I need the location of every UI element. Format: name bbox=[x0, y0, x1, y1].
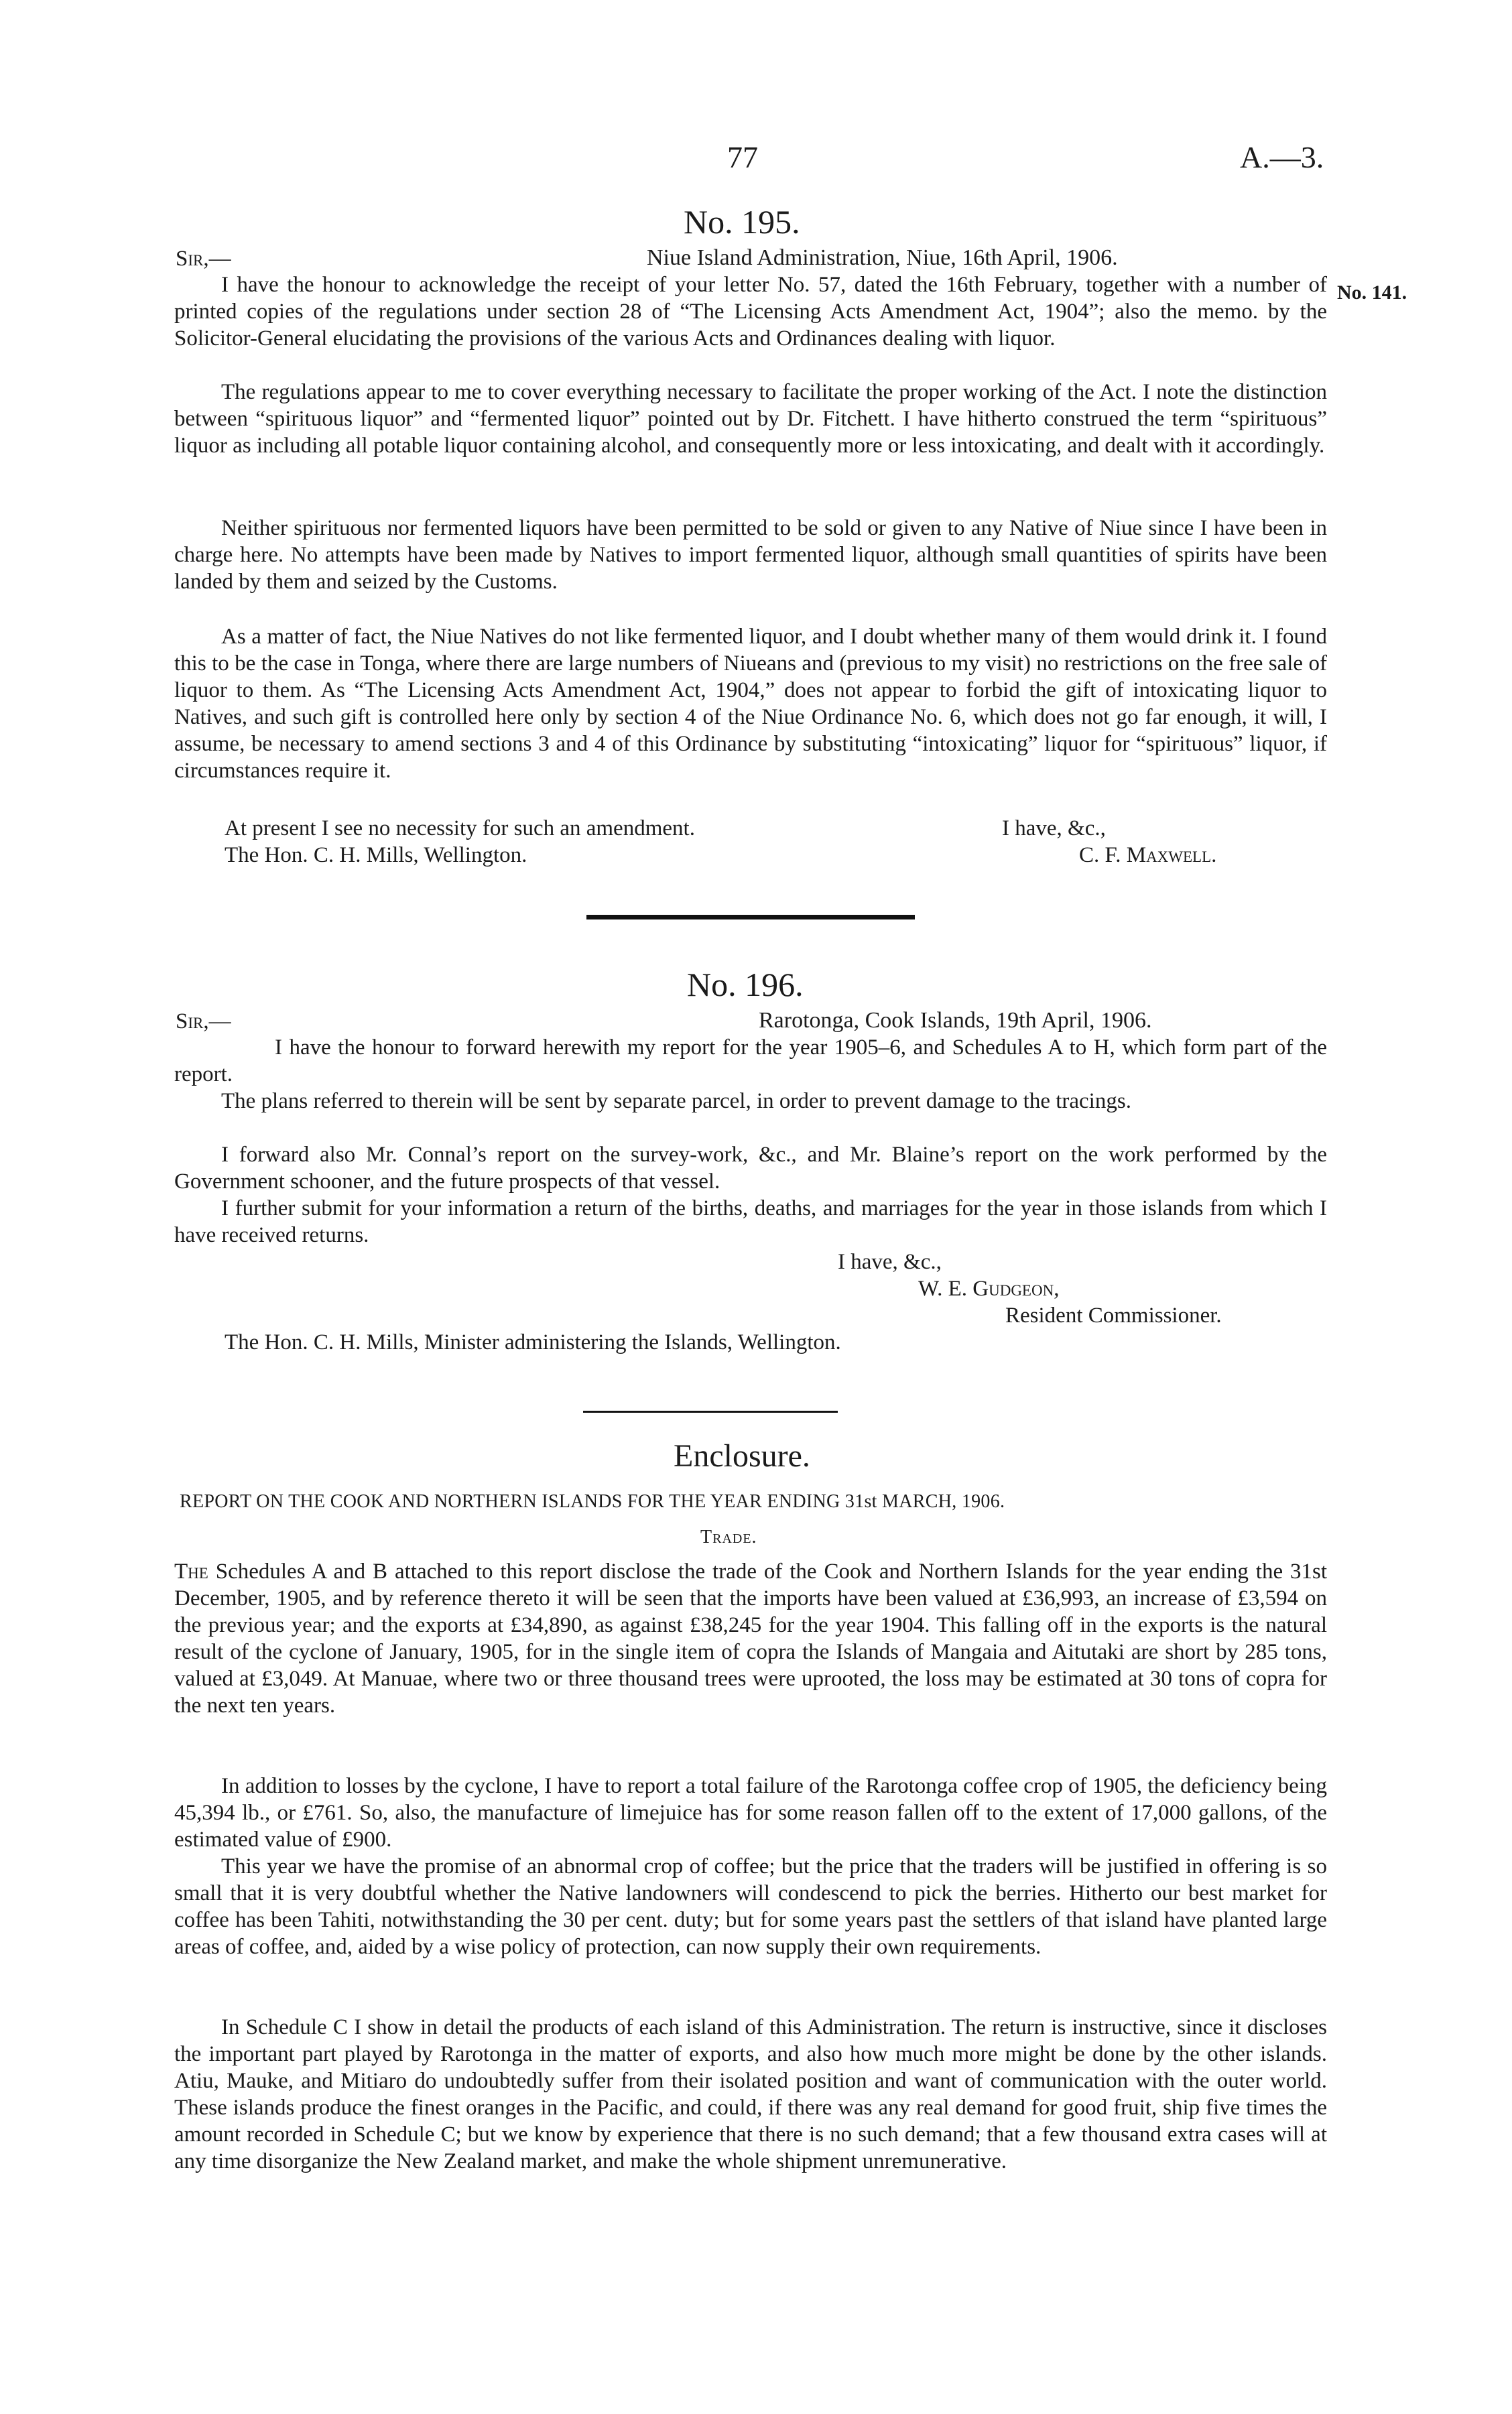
letter-195-paragraph: The regulations appear to me to cover everything necessary to facilitate the proper working of the Act. I note the distinction between “spirituous liquor” and “fermented liquor” pointed out by Dr. Fitchett. I have hitherto construed the term “spirituous” liquor as including all potable liquor containing alcohol, and consequently more or less intoxicating, and dealt with it accordingly. bbox=[174, 380, 1327, 458]
letter-196-signature-title: Resident Commissioner. bbox=[1005, 1304, 1222, 1328]
report-title: REPORT ON THE COOK AND NORTHERN ISLANDS FOR THE YEAR ENDING 31st MARCH, 1906. bbox=[180, 1491, 1005, 1512]
letter-195-paragraph: As a matter of fact, the Niue Natives do not like fermented liquor, and I doubt whether many of them would drink it. I found this to be the case in Tonga, where there are large numbers of Niueans and (previous to my visit) no restrictions on the free sale of liquor to them. As “The Licensing Acts Amendment Act, 1904,” does not appear to forbid the gift of intoxicating liquor to Natives, and such gift is controlled here only by section 4 of the Niue Ordinance No. 6, which does not go far enough, it will, I assume, be necessary to amend sections 3 and 4 of this Ordinance by substituting “intoxicating” liquor for “spirituous” liquor, if circumstances require it. bbox=[174, 625, 1327, 783]
letter-196-addressee: The Hon. C. H. Mills, Minister administering the Islands, Wellington. bbox=[225, 1330, 841, 1354]
lead-word: The bbox=[174, 1560, 208, 1584]
enclosure-title: Enclosure. bbox=[674, 1438, 810, 1474]
page-number: 77 bbox=[727, 140, 758, 174]
letter-195-paragraph: I have the honour to acknowledge the receipt of your letter No. 57, dated the 16th February, together with a number of printed copies of the regulations under section 28 of “The Licensing Acts Amendment Act, 1904”; also the memo. by the Solicitor-General elucidating the provisions of the various Acts and Ordinances dealing with liquor. bbox=[174, 273, 1327, 351]
letter-196-dateline: Rarotonga, Cook Islands, 19th April, 1906. bbox=[759, 1008, 1152, 1033]
report-paragraph-text: Schedules A and B attached to this report disclose the trade of the Cook and Northern Islands for the year ending the 31st December, 1905, and by reference thereto it will be seen that the imports have been valued at £36,993, an increase of £3,594 on the previous year; and the exports at £34,890, as against £38,245 for the year 1904. This falling off in the exports is the natural result of the cyclone of January, 1905, for in the single item of copra the Islands of Mangaia and Aitutaki are short by 285 tons, valued at £3,049. At Manuae, where two or three thousand trees were uprooted, the loss may be estimated at 30 tons of copra for the next ten years. bbox=[174, 1560, 1327, 1718]
letter-196-paragraph: I have the honour to forward herewith my report for the year 1905–6, and Schedules A to H, which form part of the report. bbox=[174, 1035, 1327, 1086]
document-reference: A.—3. bbox=[1240, 140, 1324, 174]
letter-195-closing-line: At present I see no necessity for such an amendment. bbox=[225, 816, 695, 840]
letter-196-paragraph: I forward also Mr. Connal’s report on the survey-work, &c., and Mr. Blaine’s report on the work performed by the Government schooner, and the future prospects of that vessel. bbox=[174, 1143, 1327, 1194]
report-paragraph bbox=[174, 1558, 1327, 1719]
report-paragraph: In addition to losses by the cyclone, I have to report a total failure of the Rarotonga coffee crop of 1905, the deficiency being 45,394 lb., or £761. So, also, the manufacture of limejuice has for some reason fallen off to the extent of 17,000 gallons, of the estimated value of £900. bbox=[174, 1774, 1327, 1852]
letter-196-paragraph: The plans referred to therein will be sent by separate parcel, in order to prevent damage to the tracings. bbox=[221, 1089, 1131, 1113]
letter-195-salutation: Sir,— bbox=[176, 247, 231, 271]
letter-195-addressee: The Hon. C. H. Mills, Wellington. bbox=[225, 843, 527, 867]
letter-195-valediction: I have, &c., bbox=[1002, 816, 1106, 840]
margin-reference: No. 141. bbox=[1337, 281, 1407, 304]
section-divider bbox=[586, 915, 915, 919]
letter-196-signature: W. E. Gudgeon, bbox=[918, 1277, 1060, 1301]
letter-195-paragraph: Neither spirituous nor fermented liquors have been permitted to be sold or given to any Native of Niue since I have been in charge here. No attempts have been made by Natives to import fermented liquor, although small quantities of spirits have been landed by them and seized by the Customs. bbox=[174, 516, 1327, 594]
section-divider bbox=[583, 1411, 838, 1413]
letter-195-signature: C. F. Maxwell. bbox=[1079, 843, 1217, 867]
letter-196-salutation: Sir,— bbox=[176, 1009, 231, 1033]
report-paragraph: This year we have the promise of an abnormal crop of coffee; but the price that the traders will be justified in offering is so small that it is very doubtful whether the Native landowners will condescend to pick the berries. Hitherto our best market for coffee has been Tahiti, notwithstanding the 30 per cent. duty; but for some years past the settlers of that island have planted large areas of coffee, and, aided by a wise policy of protection, can now supply their own requirements. bbox=[174, 1854, 1327, 1959]
report-paragraph: In Schedule C I show in detail the products of each island of this Administration. The return is instructive, since it discloses the important part played by Rarotonga in the matter of exports, and also how much more might be done by the other islands. Atiu, Mauke, and Mitiaro do undoubtedly suffer from their isolated position and want of communication with the outer world. These islands produce the finest oranges in the Pacific, and could, if there was any real demand for good fruit, ship five times the amount recorded in Schedule C; but we know by experience that there is no such demand; that a few thousand extra cases will at any time disorganize the New Zealand market, and make the whole shipment unremunerative. bbox=[174, 2015, 1327, 2173]
letter-196-paragraph: I further submit for your information a return of the births, deaths, and marriages for the year in those islands from which I have received returns. bbox=[174, 1196, 1327, 1247]
section-title: Trade. bbox=[700, 1527, 757, 1547]
letter-195-number: No. 195. bbox=[684, 203, 800, 241]
letter-196-number: No. 196. bbox=[687, 966, 804, 1003]
letter-196-valediction: I have, &c., bbox=[838, 1250, 942, 1274]
letter-195-dateline: Niue Island Administration, Niue, 16th April, 1906. bbox=[647, 245, 1118, 270]
